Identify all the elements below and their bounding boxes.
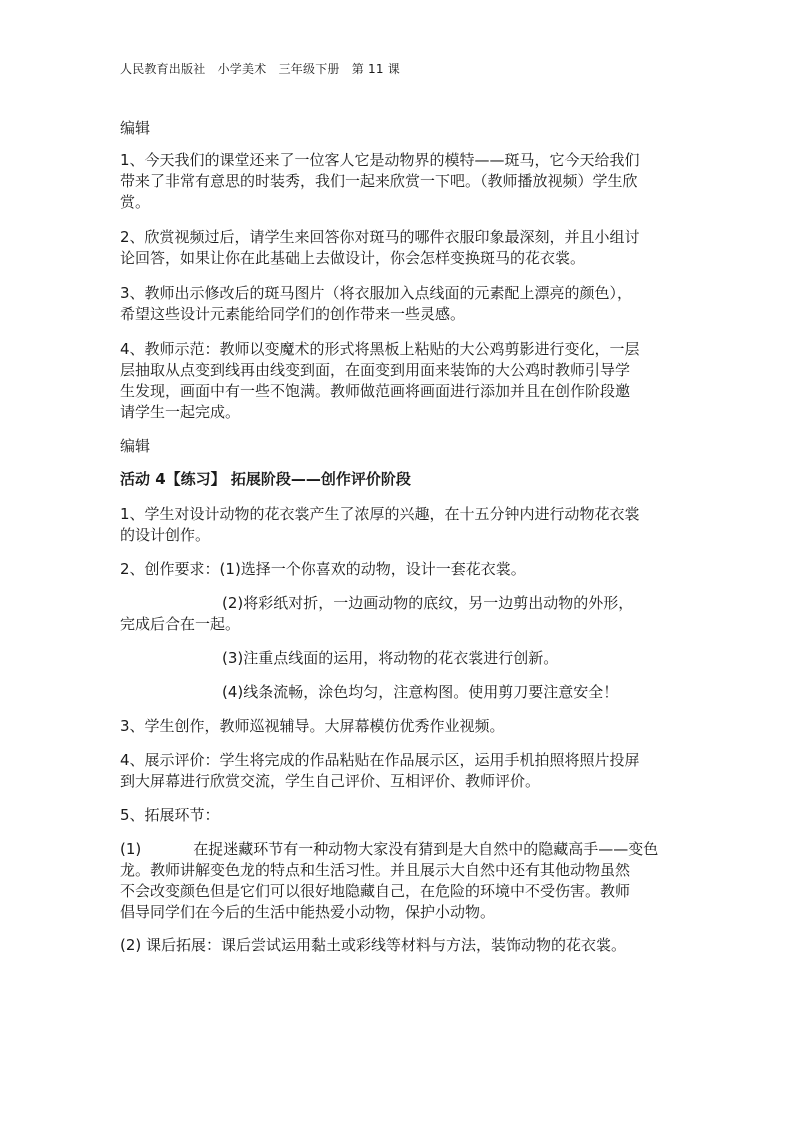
paragraph-line: 1、今天我们的课堂还来了一位客人它是动物界的模特——斑马，它今天给我们 [120,151,640,169]
paragraph-line: 3、学生创作，教师巡视辅导。大屏幕模仿优秀作业视频。 [120,717,505,735]
section-label: 编辑 [120,437,151,455]
paragraph-line: 完成后合在一起。 [120,615,241,633]
paragraph-line: 不会改变颜色但是它们可以很好地隐藏自己，在危险的环境中不受伤害。教师 [120,882,631,900]
paragraph-line: (2) 课后拓展：课后尝试运用黏土或彩线等材料与方法，装饰动物的花衣裳。 [120,936,627,954]
paragraph-line: 倡导同学们在今后的生活中能热爱小动物，保护小动物。 [120,903,496,921]
paragraph-line: 2、创作要求：(1)选择一个你喜欢的动物，设计一套花衣裳。 [120,560,526,578]
list-number: (1) [120,840,142,858]
paragraph-line: (4)线条流畅，涂色均匀，注意构图。使用剪刀要注意安全！ [222,683,619,701]
paragraph-line: 2、欣赏视频过后，请学生来回答你对斑马的哪件衣服印象最深刻，并且小组讨 [120,228,640,246]
paragraph-line: 的设计创作。 [120,526,211,544]
paragraph-line: 生发现，画面中有一些不饱满。教师做范画将画面进行添加并且在创作阶段邀 [120,382,631,400]
paragraph-line: 到大屏幕进行欣赏交流，学生自己评价、互相评价、教师评价。 [120,772,541,790]
paragraph-line: 1、学生对设计动物的花衣裳产生了浓厚的兴趣，在十五分钟内进行动物花衣裳 [120,505,640,523]
paragraph-line: 赏。 [120,193,151,211]
paragraph-line: (3)注重点线面的运用，将动物的花衣裳进行创新。 [222,649,559,667]
paragraph-line: 希望这些设计元素能给同学们的创作带来一些灵感。 [120,305,466,323]
paragraph-line: 5、拓展环节： [120,806,220,824]
paragraph-line: 4、教师示范：教师以变魔术的形式将黑板上粘贴的大公鸡剪影进行变化，一层 [120,340,640,358]
page-header: 人民教育出版社 小学美术 三年级下册 第 11 课 [120,62,400,76]
paragraph-text: 在捉迷藏环节有一种动物大家没有猜到是大自然中的隐藏高手——变色 [193,840,659,858]
paragraph-line: 龙。教师讲解变色龙的特点和生活习性。并且展示大自然中还有其他动物虽然 [120,861,631,879]
paragraph-line: (2)将彩纸对折，一边画动物的底纹，另一边剪出动物的外形， [222,594,634,612]
paragraph-line: 带来了非常有意思的时装秀，我们一起来欣赏一下吧。（教师播放视频）学生欣 [120,172,638,190]
paragraph-line: 4、展示评价：学生将完成的作品粘贴在作品展示区，运用手机拍照将照片投屏 [120,751,640,769]
paragraph-line [120,839,658,860]
paragraph-line: 层抽取从点变到线再由线变到面，在面变到用面来装饰的大公鸡时教师引导学 [120,361,631,379]
section-label: 编辑 [120,119,151,137]
paragraph-line: 3、教师出示修改后的斑马图片（将衣服加入点线面的元素配上漂亮的颜色）， [120,284,633,302]
paragraph-line: 论回答，如果让你在此基础上去做设计，你会怎样变换斑马的花衣裳。 [120,249,586,267]
activity-title: 活动 4【练习】 拓展阶段——创作评价阶段 [120,470,411,488]
paragraph-line: 请学生一起完成。 [120,403,241,421]
